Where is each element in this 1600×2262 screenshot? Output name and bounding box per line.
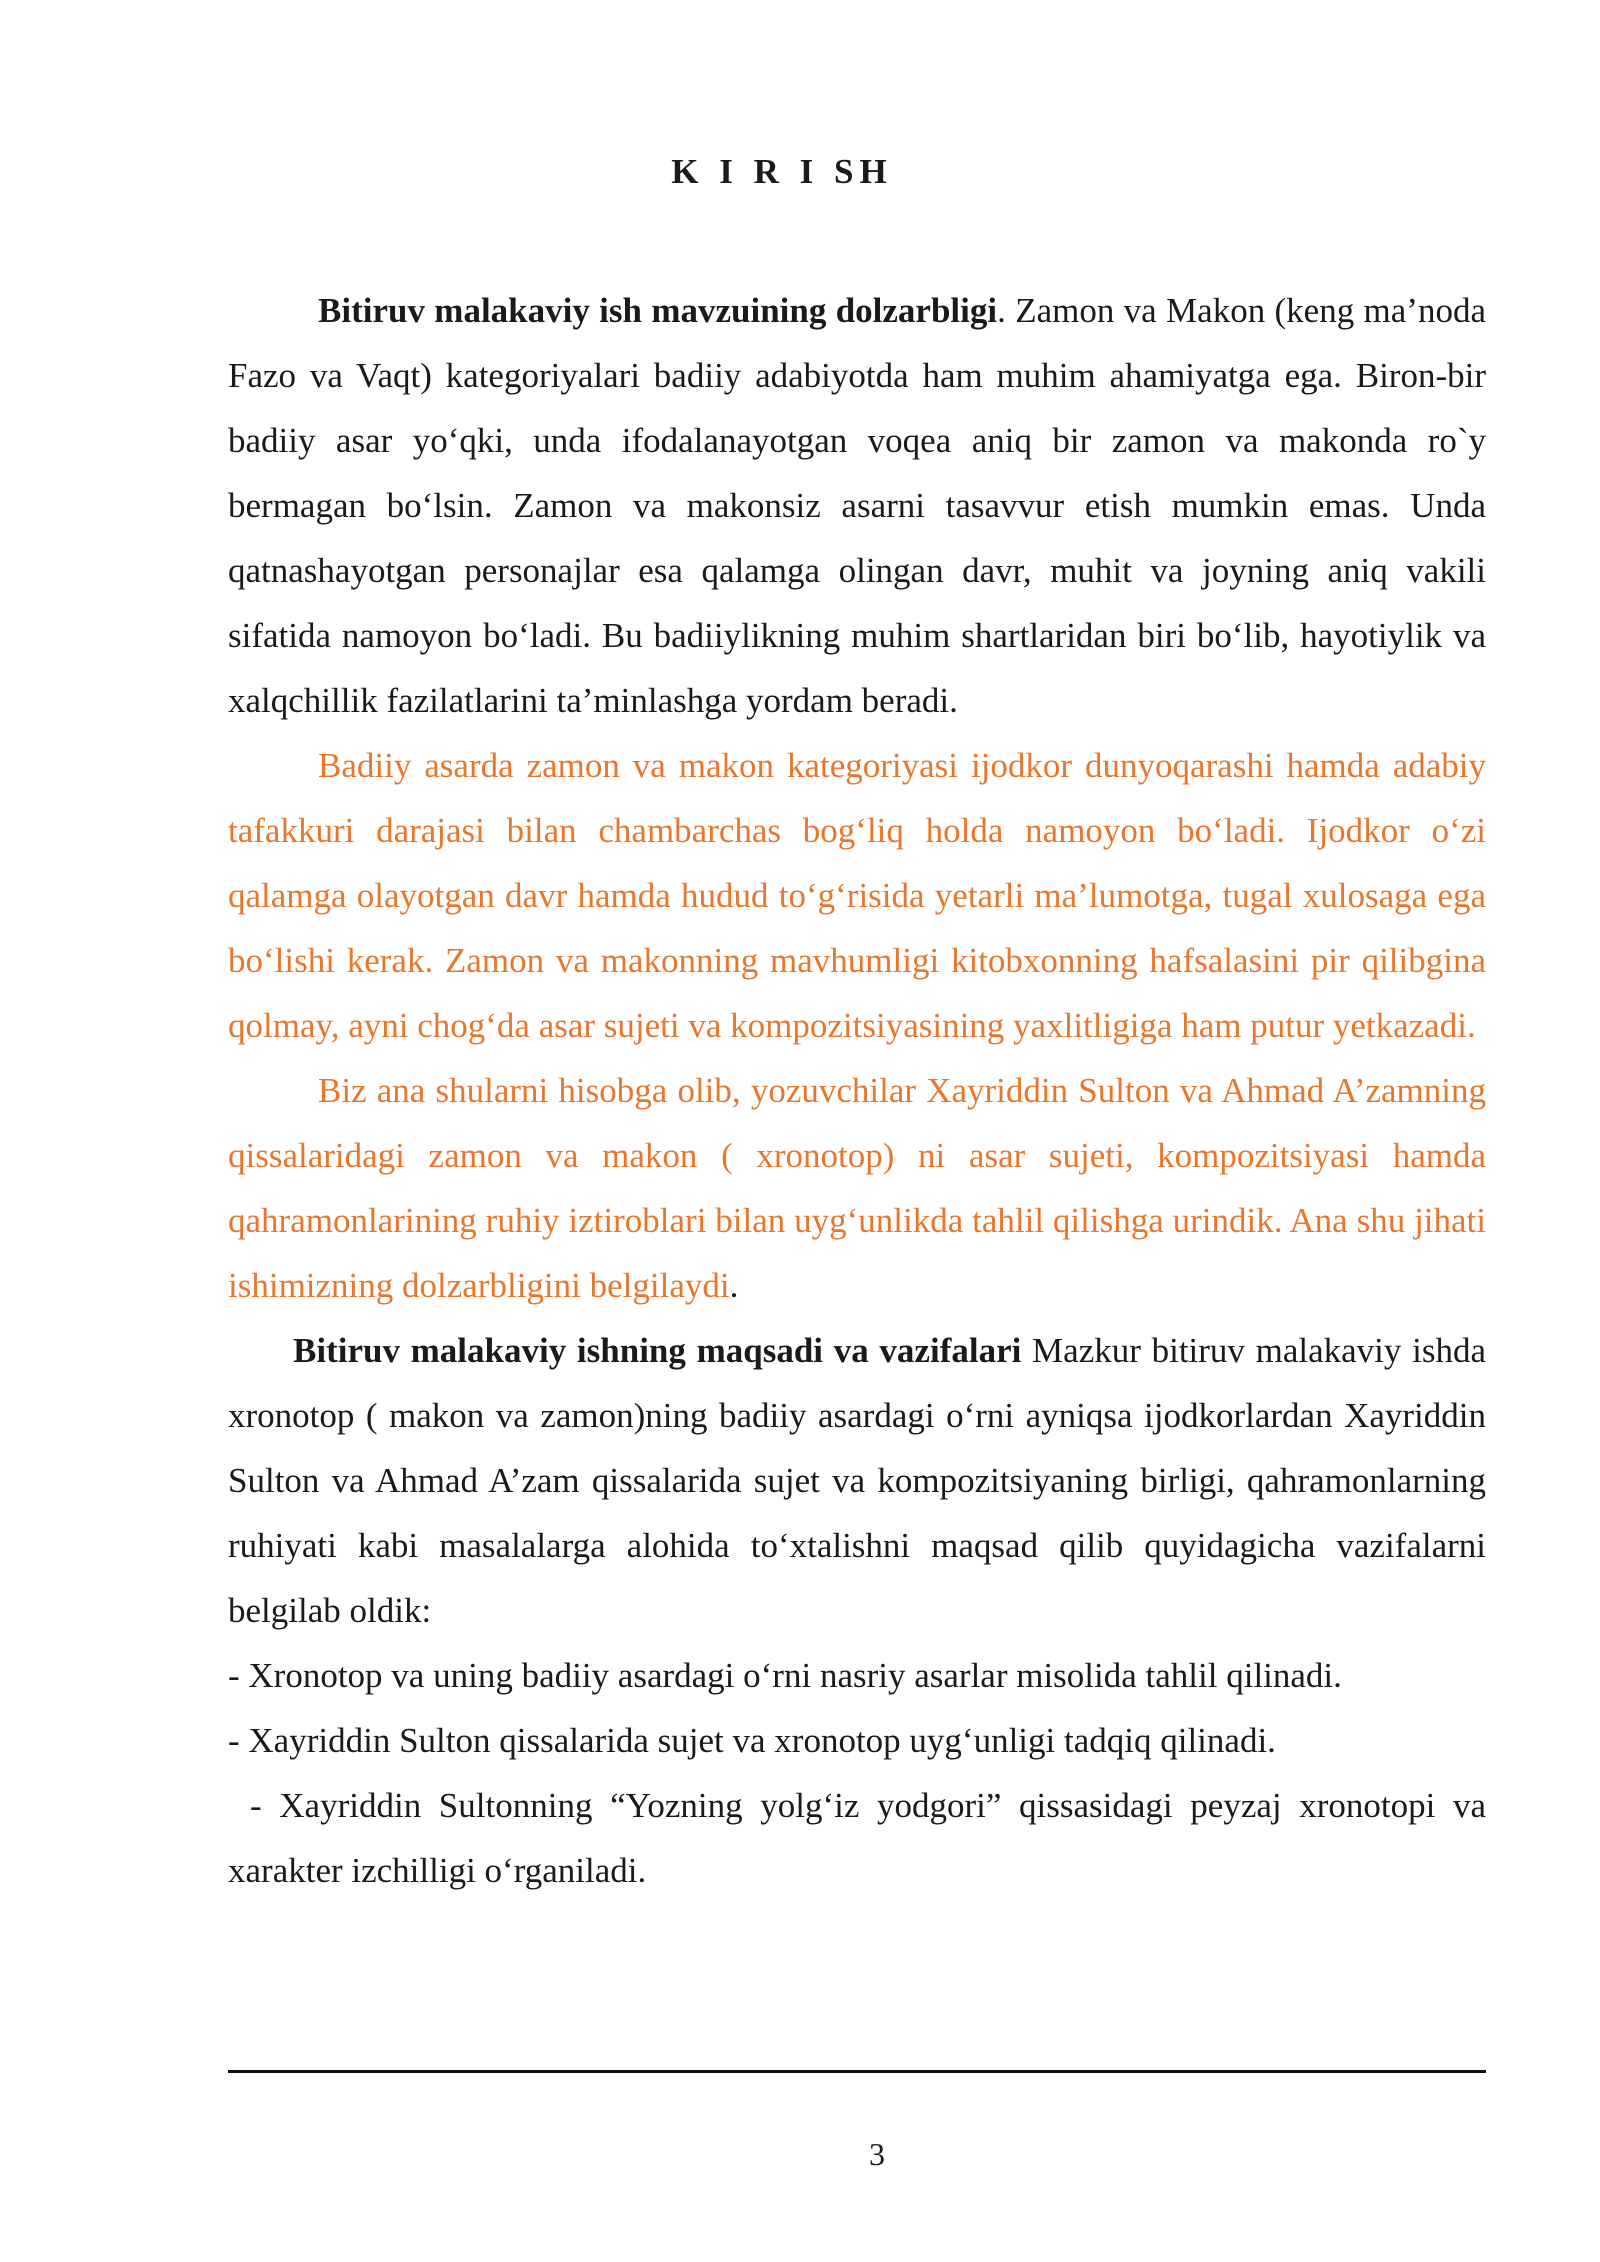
list-item: - Xronotop va uning badiiy asardagi o‘rni nasriy asarlar misolida tahlil qilinadi. — [228, 1656, 1342, 1695]
paragraph-highlighted-2 — [228, 1058, 1486, 1318]
paragraph-goals — [228, 1318, 1486, 1643]
footer-rule — [228, 2070, 1486, 2073]
relevance-text: Zamon va Makon (keng ma’noda Fazo va Vaqt) kategoriyalari badiiy adabiyotda ham muhim ahamiyatga ega. Biron-bir badiiy asar yo‘qki, unda ifodalanayotgan voqea aniq bir zamon va makonda ro`y bermagan bo‘lsin. Zamon va makonsiz asarni tasavvur etish mumkin emas. Unda qatnashayotgan personajlar esa qalamga olingan davr, muhit va joyning aniq vakili sifatida namoyon bo‘ladi. Bu badiiylikning muhim shartlaridan biri bo‘lib, hayotiylik va xalqchillik fazilatlarini ta’minlashga yordam beradi. — [228, 291, 1487, 720]
chapter-title: K I R I SH — [671, 152, 893, 191]
relevance-heading-period: . — [997, 291, 1006, 330]
highlighted-2-text: Biz ana shularni hisobga olib, yozuvchilar Xayriddin Sulton va Ahmad A’zamning qissalaridagi zamon va makon ( xronotop) ni asar sujeti, kompozitsiyasi hamda qahramonlarining ruhiy iztiroblari bilan uyg‘unlikda tahlil qilishga urindik. Ana shu jihati ishimizning dolzarbligini belgilaydi — [228, 1071, 1486, 1305]
paragraph-relevance — [228, 278, 1486, 733]
document-body — [228, 278, 1486, 1903]
goals-heading: Bitiruv malakaviy ishning maqsadi va vazifalari — [293, 1331, 1022, 1370]
paragraph-highlighted-1: Badiiy asarda zamon va makon kategoriyasi ijodkor dunyoqarashi hamda adabiy tafakkuri darajasi bilan chambarchas bog‘liq holda namoyon bo‘ladi. Ijodkor o‘zi qalamga olayotgan davr hamda hudud to‘g‘risida yetarli ma’lumotga, tugal xulosaga ega bo‘lishi kerak. Zamon va makonning mavhumligi kitobxonning hafsalasini pir qilibgina qolmay, ayni chog‘da asar sujeti va kompozitsiyasining yaxlitligiga ham putur yetkazadi. — [228, 746, 1486, 1045]
list-item: - Xayriddin Sulton qissalarida sujet va xronotop uyg‘unligi tadqiq qilinadi. — [228, 1721, 1276, 1760]
document-page — [228, 0, 1486, 2262]
page-number: 3 — [869, 2136, 885, 2172]
relevance-heading: Bitiruv malakaviy ish mavzuining dolzarbligi — [318, 291, 998, 330]
list-item: - Xayriddin Sultonning “Yozning yolg‘iz yodgori” qissasidagi peyzaj xronotopi va xarakter izchilligi o‘rganiladi. — [228, 1786, 1486, 1890]
highlighted-2-period: . — [729, 1266, 739, 1305]
goals-text: Mazkur bitiruv malakaviy ishda xronotop ( makon va zamon)ning badiiy asardagi o‘rni ayniqsa ijodkorlardan Xayriddin Sulton va Ahmad A’zam qissalarida sujet va kompozitsiyaning birligi, qahramonlarning ruhiyati kabi masalalarga alohida to‘xtalishni maqsad qilib quyidagicha vazifalarni belgilab oldik: — [228, 1331, 1486, 1630]
